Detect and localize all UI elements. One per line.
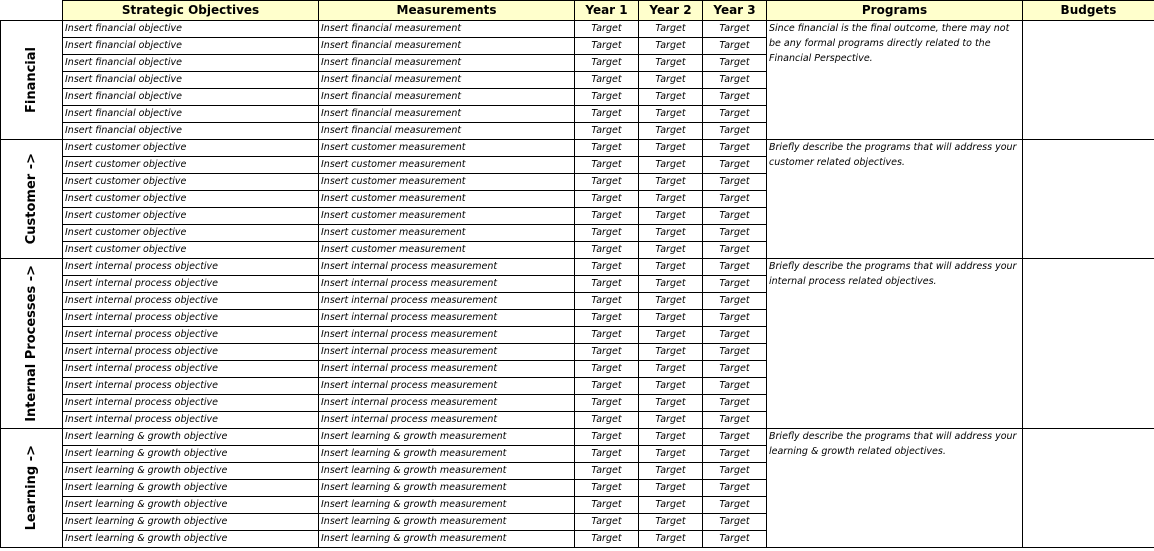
measurement-cell[interactable]: Insert customer measurement — [319, 140, 575, 157]
year-3-target-cell[interactable]: Target — [703, 310, 767, 327]
year-2-target-cell[interactable]: Target — [639, 225, 703, 242]
measurement-cell[interactable]: Insert internal process measurement — [319, 310, 575, 327]
objective-cell[interactable]: Insert learning & growth objective — [63, 480, 319, 497]
year-1-target-cell[interactable]: Target — [575, 429, 639, 446]
header-measurements[interactable]: Measurements — [319, 1, 575, 21]
year-1-target-cell[interactable]: Target — [575, 89, 639, 106]
year-3-target-cell[interactable]: Target — [703, 259, 767, 276]
measurement-cell[interactable]: Insert financial measurement — [319, 21, 575, 38]
year-2-target-cell[interactable]: Target — [639, 259, 703, 276]
year-3-target-cell[interactable]: Target — [703, 106, 767, 123]
objective-cell[interactable]: Insert internal process objective — [63, 344, 319, 361]
year-2-target-cell[interactable]: Target — [639, 276, 703, 293]
measurement-cell[interactable]: Insert learning & growth measurement — [319, 446, 575, 463]
year-1-target-cell[interactable]: Target — [575, 225, 639, 242]
year-1-target-cell[interactable]: Target — [575, 480, 639, 497]
year-3-target-cell[interactable]: Target — [703, 225, 767, 242]
measurement-cell[interactable]: Insert learning & growth measurement — [319, 531, 575, 548]
measurement-cell[interactable]: Insert learning & growth measurement — [319, 514, 575, 531]
objective-cell[interactable]: Insert internal process objective — [63, 276, 319, 293]
header-budgets[interactable]: Budgets — [1023, 1, 1154, 21]
year-2-target-cell[interactable]: Target — [639, 72, 703, 89]
year-3-target-cell[interactable]: Target — [703, 378, 767, 395]
objective-cell[interactable]: Insert customer objective — [63, 174, 319, 191]
measurement-cell[interactable]: Insert internal process measurement — [319, 378, 575, 395]
year-1-target-cell[interactable]: Target — [575, 174, 639, 191]
year-2-target-cell[interactable]: Target — [639, 38, 703, 55]
year-1-target-cell[interactable]: Target — [575, 395, 639, 412]
perspective-customer[interactable] — [1, 140, 63, 259]
year-1-target-cell[interactable]: Target — [575, 276, 639, 293]
programs-cell-learning[interactable]: Briefly describe the programs that will address your learning & growth related objectives. — [767, 429, 1023, 548]
year-3-target-cell[interactable]: Target — [703, 344, 767, 361]
objective-cell[interactable]: Insert learning & growth objective — [63, 514, 319, 531]
measurement-cell[interactable]: Insert customer measurement — [319, 208, 575, 225]
table-row — [1, 140, 1154, 157]
year-1-target-cell[interactable]: Target — [575, 21, 639, 38]
objective-cell[interactable]: Insert financial objective — [63, 89, 319, 106]
header-year-1[interactable]: Year 1 — [575, 1, 639, 21]
year-1-target-cell[interactable]: Target — [575, 310, 639, 327]
objective-cell[interactable]: Insert internal process objective — [63, 378, 319, 395]
measurement-cell[interactable]: Insert internal process measurement — [319, 344, 575, 361]
objective-cell[interactable]: Insert customer objective — [63, 225, 319, 242]
objective-cell[interactable]: Insert customer objective — [63, 140, 319, 157]
year-2-target-cell[interactable]: Target — [639, 429, 703, 446]
year-2-target-cell[interactable]: Target — [639, 89, 703, 106]
year-2-target-cell[interactable]: Target — [639, 480, 703, 497]
programs-cell-internal-processes[interactable]: Briefly describe the programs that will address your internal process related objectives. — [767, 259, 1023, 429]
header-programs[interactable]: Programs — [767, 1, 1023, 21]
perspective-learning[interactable] — [1, 429, 63, 548]
year-3-target-cell[interactable]: Target — [703, 208, 767, 225]
year-2-target-cell[interactable]: Target — [639, 412, 703, 429]
measurement-cell[interactable]: Insert customer measurement — [319, 174, 575, 191]
year-3-target-cell[interactable]: Target — [703, 531, 767, 548]
measurement-cell[interactable]: Insert internal process measurement — [319, 276, 575, 293]
year-2-target-cell[interactable]: Target — [639, 106, 703, 123]
year-2-target-cell[interactable]: Target — [639, 123, 703, 140]
measurement-cell[interactable]: Insert financial measurement — [319, 123, 575, 140]
year-3-target-cell[interactable]: Target — [703, 242, 767, 259]
objective-cell[interactable]: Insert customer objective — [63, 208, 319, 225]
objective-cell[interactable]: Insert internal process objective — [63, 327, 319, 344]
year-3-target-cell[interactable]: Target — [703, 157, 767, 174]
year-1-target-cell[interactable]: Target — [575, 140, 639, 157]
measurement-cell[interactable]: Insert internal process measurement — [319, 361, 575, 378]
year-2-target-cell[interactable]: Target — [639, 140, 703, 157]
year-3-target-cell[interactable]: Target — [703, 412, 767, 429]
table-row — [1, 429, 1154, 446]
year-1-target-cell[interactable]: Target — [575, 123, 639, 140]
budgets-cell-learning[interactable] — [1023, 429, 1154, 548]
year-3-target-cell[interactable]: Target — [703, 72, 767, 89]
measurement-cell[interactable]: Insert customer measurement — [319, 242, 575, 259]
perspective-label: Customer -> — [23, 153, 39, 245]
year-2-target-cell[interactable]: Target — [639, 514, 703, 531]
year-3-target-cell[interactable]: Target — [703, 293, 767, 310]
table-row — [1, 21, 1154, 38]
objective-cell[interactable]: Insert internal process objective — [63, 361, 319, 378]
year-3-target-cell[interactable]: Target — [703, 191, 767, 208]
measurement-cell[interactable]: Insert financial measurement — [319, 55, 575, 72]
year-2-target-cell[interactable]: Target — [639, 242, 703, 259]
year-1-target-cell[interactable]: Target — [575, 38, 639, 55]
perspective-label: Learning -> — [23, 445, 39, 531]
measurement-cell[interactable]: Insert learning & growth measurement — [319, 463, 575, 480]
year-2-target-cell[interactable]: Target — [639, 361, 703, 378]
measurement-cell[interactable]: Insert internal process measurement — [319, 327, 575, 344]
year-1-target-cell[interactable]: Target — [575, 378, 639, 395]
budgets-cell-financial[interactable] — [1023, 21, 1154, 140]
objective-cell[interactable]: Insert learning & growth objective — [63, 497, 319, 514]
objective-cell[interactable]: Insert financial objective — [63, 123, 319, 140]
year-2-target-cell[interactable]: Target — [639, 497, 703, 514]
year-2-target-cell[interactable]: Target — [639, 531, 703, 548]
corner-cell[interactable] — [1, 1, 63, 21]
year-1-target-cell[interactable]: Target — [575, 55, 639, 72]
objective-cell[interactable]: Insert financial objective — [63, 21, 319, 38]
programs-cell-financial[interactable]: Since financial is the final outcome, there may not be any formal programs directly related to the Financial Perspective. — [767, 21, 1023, 140]
year-1-target-cell[interactable]: Target — [575, 446, 639, 463]
year-3-target-cell[interactable]: Target — [703, 21, 767, 38]
year-3-target-cell[interactable]: Target — [703, 140, 767, 157]
year-1-target-cell[interactable]: Target — [575, 361, 639, 378]
year-1-target-cell[interactable]: Target — [575, 157, 639, 174]
measurement-cell[interactable]: Insert customer measurement — [319, 225, 575, 242]
year-3-target-cell[interactable]: Target — [703, 38, 767, 55]
budgets-cell-customer[interactable] — [1023, 140, 1154, 259]
year-2-target-cell[interactable]: Target — [639, 344, 703, 361]
objective-cell[interactable]: Insert internal process objective — [63, 310, 319, 327]
year-3-target-cell[interactable]: Target — [703, 514, 767, 531]
year-1-target-cell[interactable]: Target — [575, 514, 639, 531]
perspective-internal-processes[interactable] — [1, 259, 63, 429]
year-3-target-cell[interactable]: Target — [703, 89, 767, 106]
year-2-target-cell[interactable]: Target — [639, 378, 703, 395]
measurement-cell[interactable]: Insert financial measurement — [319, 72, 575, 89]
header-row — [1, 1, 1154, 21]
objective-cell[interactable]: Insert financial objective — [63, 72, 319, 89]
year-1-target-cell[interactable]: Target — [575, 412, 639, 429]
measurement-cell[interactable]: Insert learning & growth measurement — [319, 429, 575, 446]
year-2-target-cell[interactable]: Target — [639, 463, 703, 480]
year-3-target-cell[interactable]: Target — [703, 446, 767, 463]
year-1-target-cell[interactable]: Target — [575, 293, 639, 310]
year-3-target-cell[interactable]: Target — [703, 174, 767, 191]
year-2-target-cell[interactable]: Target — [639, 21, 703, 38]
measurement-cell[interactable]: Insert customer measurement — [319, 157, 575, 174]
measurement-cell[interactable]: Insert internal process measurement — [319, 412, 575, 429]
year-2-target-cell[interactable]: Target — [639, 157, 703, 174]
year-1-target-cell[interactable]: Target — [575, 344, 639, 361]
year-3-target-cell[interactable]: Target — [703, 395, 767, 412]
year-2-target-cell[interactable]: Target — [639, 395, 703, 412]
year-2-target-cell[interactable]: Target — [639, 293, 703, 310]
year-1-target-cell[interactable]: Target — [575, 208, 639, 225]
year-3-target-cell[interactable]: Target — [703, 123, 767, 140]
objective-cell[interactable]: Insert internal process objective — [63, 395, 319, 412]
year-2-target-cell[interactable]: Target — [639, 310, 703, 327]
year-2-target-cell[interactable]: Target — [639, 208, 703, 225]
year-3-target-cell[interactable]: Target — [703, 480, 767, 497]
header-year-3[interactable]: Year 3 — [703, 1, 767, 21]
year-3-target-cell[interactable]: Target — [703, 429, 767, 446]
year-1-target-cell[interactable]: Target — [575, 106, 639, 123]
objective-cell[interactable]: Insert internal process objective — [63, 412, 319, 429]
header-strategic-objectives[interactable]: Strategic Objectives — [63, 1, 319, 21]
perspective-financial[interactable] — [1, 21, 63, 140]
year-1-target-cell[interactable]: Target — [575, 327, 639, 344]
year-3-target-cell[interactable]: Target — [703, 327, 767, 344]
perspective-label: Financial — [23, 46, 39, 113]
perspective-label: Internal Processes -> — [23, 265, 39, 422]
objective-cell[interactable]: Insert learning & growth objective — [63, 531, 319, 548]
measurement-cell[interactable]: Insert internal process measurement — [319, 395, 575, 412]
measurement-cell[interactable]: Insert internal process measurement — [319, 259, 575, 276]
objective-cell[interactable]: Insert learning & growth objective — [63, 463, 319, 480]
measurement-cell[interactable]: Insert customer measurement — [319, 191, 575, 208]
year-1-target-cell[interactable]: Target — [575, 463, 639, 480]
year-1-target-cell[interactable]: Target — [575, 259, 639, 276]
objective-cell[interactable]: Insert financial objective — [63, 38, 319, 55]
objective-cell[interactable]: Insert financial objective — [63, 106, 319, 123]
programs-cell-customer[interactable]: Briefly describe the programs that will address your customer related objectives. — [767, 140, 1023, 259]
objective-cell[interactable]: Insert learning & growth objective — [63, 429, 319, 446]
year-3-target-cell[interactable]: Target — [703, 463, 767, 480]
year-2-target-cell[interactable]: Target — [639, 174, 703, 191]
year-1-target-cell[interactable]: Target — [575, 72, 639, 89]
measurement-cell[interactable]: Insert learning & growth measurement — [319, 480, 575, 497]
year-3-target-cell[interactable]: Target — [703, 276, 767, 293]
year-1-target-cell[interactable]: Target — [575, 531, 639, 548]
measurement-cell[interactable]: Insert learning & growth measurement — [319, 497, 575, 514]
table-row — [1, 259, 1154, 276]
objective-cell[interactable]: Insert customer objective — [63, 191, 319, 208]
measurement-cell[interactable]: Insert financial measurement — [319, 38, 575, 55]
measurement-cell[interactable]: Insert financial measurement — [319, 89, 575, 106]
objective-cell[interactable]: Insert internal process objective — [63, 293, 319, 310]
objective-cell[interactable]: Insert learning & growth objective — [63, 446, 319, 463]
year-3-target-cell[interactable]: Target — [703, 497, 767, 514]
header-year-2[interactable]: Year 2 — [639, 1, 703, 21]
year-2-target-cell[interactable]: Target — [639, 446, 703, 463]
budgets-cell-internal-processes[interactable] — [1023, 259, 1154, 429]
year-3-target-cell[interactable]: Target — [703, 55, 767, 72]
measurement-cell[interactable]: Insert internal process measurement — [319, 293, 575, 310]
year-2-target-cell[interactable]: Target — [639, 327, 703, 344]
measurement-cell[interactable]: Insert financial measurement — [319, 106, 575, 123]
year-1-target-cell[interactable]: Target — [575, 497, 639, 514]
objective-cell[interactable]: Insert financial objective — [63, 55, 319, 72]
objective-cell[interactable]: Insert customer objective — [63, 157, 319, 174]
objective-cell[interactable]: Insert customer objective — [63, 242, 319, 259]
objective-cell[interactable]: Insert internal process objective — [63, 259, 319, 276]
year-2-target-cell[interactable]: Target — [639, 191, 703, 208]
year-1-target-cell[interactable]: Target — [575, 191, 639, 208]
year-1-target-cell[interactable]: Target — [575, 242, 639, 259]
year-3-target-cell[interactable]: Target — [703, 361, 767, 378]
year-2-target-cell[interactable]: Target — [639, 55, 703, 72]
